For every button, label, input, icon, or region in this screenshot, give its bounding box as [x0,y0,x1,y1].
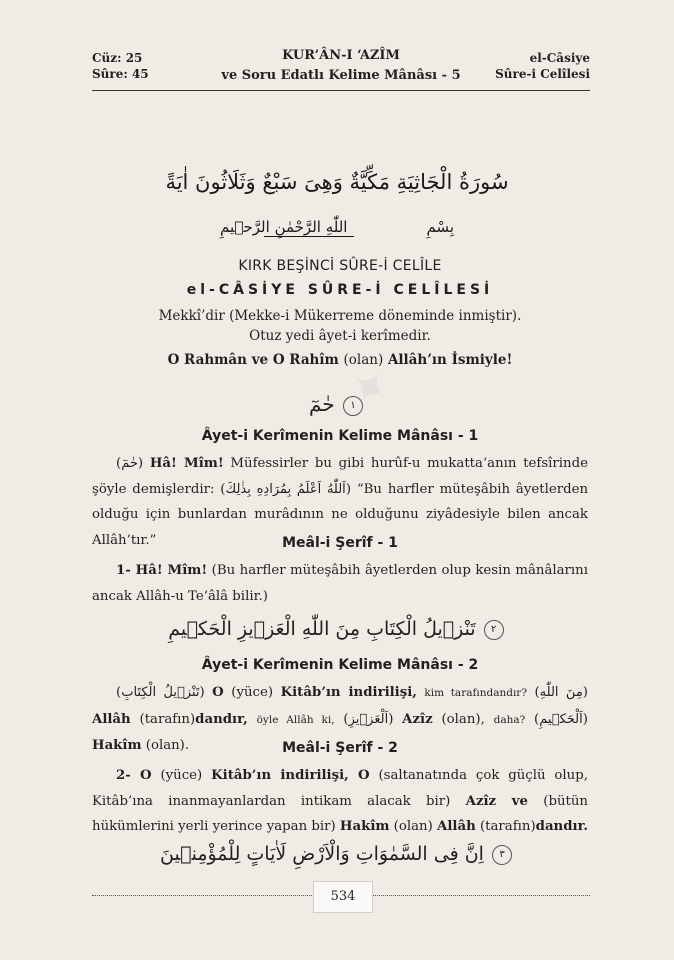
ayah-count-note: Otuz yedi âyet-i kerîmedir. [249,328,431,344]
sura-name-title: el-CÂSİYE SÛRE-İ CELÎLESİ [186,282,494,298]
kelime-2-allah: Allâh [92,711,131,727]
bismillah-stroke [264,236,354,237]
basmala-plain: (olan) [343,352,384,368]
meal-1-text: (Bu harfler müteşâbih âyetlerden olup kesin mânâlarını ancak Allâh-u Te‘âlâ bilir.) [92,563,588,604]
meal-2-b5: Allâh [437,819,476,834]
ayah-2-text: تَنْز۪يلُ الْكِتَابِ مِنَ اللّٰهِ الْعَز۪يزِ الْحَك۪يمِ [168,618,476,640]
kelime-2-kitab: Kitâb’ın indirilişi, [280,685,417,700]
meal-2-t5: (tarafın) [479,819,536,834]
kelime-1-quote: “Bu harfler müteşâbih âyetlerden olduğu için bunlardan murâdının ne olduğunu ziyâdesiyle bilen ancak Allâh’tır.” [92,481,589,548]
ayah-number-icon: ١ [343,396,363,416]
revelation-note: Mekkî’dir (Mekke-i Mükerreme döneminde inmiştir). [158,308,522,324]
kelime-2-q2: öyle Allâh ki, [256,713,335,726]
bismillah [220,218,454,248]
kelime-2-aziz: Azîz [402,711,433,727]
kelime-2-taraf: (tarafın) [139,711,196,727]
book-title: KUR’ÂN-I ‘AZÎM [282,48,400,63]
ayah-1-text: حٰمٓ [308,392,335,416]
kelime-1-bold: Hâ! Mîm! [149,456,224,471]
section-kelime-1: Âyet-i Kerîmenin Kelime Mânâsı - 1 [201,428,479,444]
ayah-2-arabic [150,618,524,640]
sura-heading-arabic: سُورَةُ الْجَاثِيَةِ مَكِّيَّةٌ وَهِىَ سَبْعٌ وَثَلَاثُونَ اٰيَةً [165,170,509,194]
sura-number-label: Sûre: 45 [92,67,149,81]
meal-2-t1: (yüce) [160,768,203,783]
section-meal-2: Meâl-i Şerîf - 2 [282,740,398,756]
book-subtitle: ve Soru Edatlı Kelime Mânâsı - 5 [221,68,461,83]
ayah-1-arabic [290,392,384,416]
kelime-2-dandir: dandır, [195,711,248,727]
section-kelime-2: Âyet-i Kerîmenin Kelime Mânâsı - 2 [201,657,479,673]
basmala-bold-a: O Rahmân ve O Rahîm [167,352,339,368]
kelime-1-ar2: اَللّٰهُ اَعْلَمُ بِمُرَادِهِ بِذٰلِكَ [225,481,346,497]
kelime-2-q3: daha? [493,713,526,726]
meal-1-paragraph [92,558,588,609]
kelime-2-olan2: (olan). [145,738,190,753]
page-number: 534 [313,881,373,913]
meal-1-bold: 1- Hâ! Mîm! [116,563,208,578]
juz-label: Cüz: 25 [92,51,143,65]
ayah-number-icon: ٢ [484,620,504,640]
kelime-2-yuce: (yüce) [231,685,274,700]
kelime-2-q1: kim tarafındandır? [424,687,527,699]
section-meal-1: Meâl-i Şerîf - 1 [282,535,398,551]
meal-2-t3: (bütün hükümlerini yerli yerince yapan bir) [92,793,588,834]
ayah-3-text: اِنَّ فِى السَّمٰوَاتِ وَالْاَرْضِ لَاٰيَاتٍ لِلْمُؤْمِن۪ينَ [159,843,484,865]
kelime-2-ar1: تَنْز۪يلُ الْكِتَابِ [121,685,200,700]
meal-2-b1: 2- O [116,768,152,783]
kelime-2-olan1: (olan), [441,711,485,727]
meal-2-t2: (saltanatında çok güçlü olup, Kitâb’ına inanmayanlardan intikam alacak bir) [92,768,588,809]
kelime-2-ar4: اَلْحَك۪يمِ [539,711,583,727]
bismillah-part2: اللّٰهِ الرَّحْمٰنِ الرَّح۪يمِ [220,218,348,236]
meal-2-b2: Kitâb’ın indirilişi, O [211,768,370,783]
page-header [92,46,590,90]
ayah-3-arabic [150,843,524,865]
basmala-translation [90,352,590,368]
meal-2-b4: Hakîm [339,819,390,834]
sura-celile-label: Sûre-i Celîlesi [495,67,590,81]
meal-2-t4: (olan) [393,819,433,834]
kelime-1-text: Müfessirler bu gibi hurûf-u mukatta‘anın tefsîrinde şöyle demişlerdir: [92,456,588,497]
kelime-1-ar1: حٰمٓ [121,456,138,471]
meal-2-paragraph [92,763,588,840]
ayah-number-icon: ٣ [492,845,512,865]
kelime-2-ar2: مِنَ اللّٰهِ [539,685,583,700]
kelime-2-hakim: Hakîm [92,738,142,753]
header-right [495,50,590,82]
meal-2-b6: dandır. [535,819,588,834]
kelime-2-paragraph: (تَنْز۪يلُ الْكِتَابِ) O (yüce) Kitâb’ın indirilişi, kim tarafındandır? (مِنَ اللّٰهِ) Allâh (tarafın)dandır, öyle Allâh ki, (اَلْعَز۪يزِ) Azîz (olan), daha? (اَلْحَك۪يمِ) Hakîm (olan). [92,685,588,753]
sura-name-label: el-Câsiye [529,51,590,65]
kelime-1-paragraph: (حٰمٓ) Hâ! Mîm! Müfessirler bu gibi hurûf-u mukatta‘anın tefsîrinde şöyle demişlerdir: (اَللّٰهُ اَعْلَمُ بِمُرَادِهِ بِذٰلِكَ) “Bu harfler müteşâbih âyetlerden olduğu için bunlardan murâdının ne olduğunu ziyâdesiyle bilen ancak Allâh’tır.” [92,456,589,548]
meal-2-b3: Azîz ve [465,793,528,809]
bismillah-part1: بِسْمِ [426,218,454,236]
kelime-2-o: O [212,685,224,700]
kelime-2-ar3: اَلْعَز۪يزِ [348,711,389,727]
sura-order-title: KIRK BEŞİNCİ SÛRE-İ CELÎLE [238,258,442,274]
basmala-bold-b: Allâh’ın İsmiyle! [387,352,513,368]
header-divider [92,90,590,91]
